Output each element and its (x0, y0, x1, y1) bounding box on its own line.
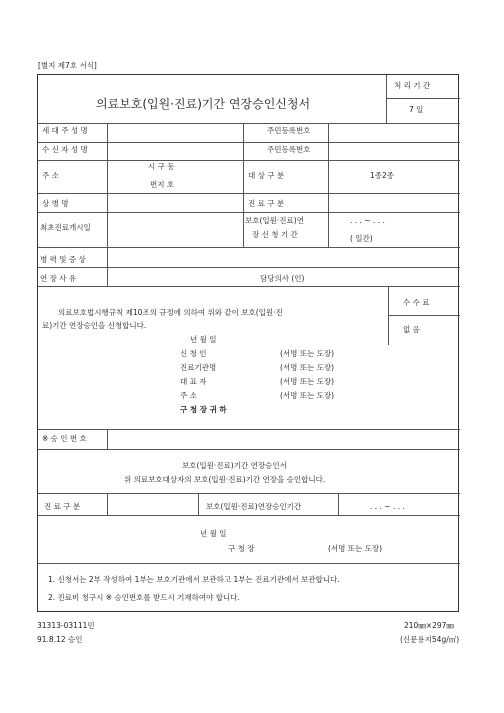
signer-sign: (서명 또는 도장) (280, 377, 335, 386)
first-date-label: 최초진료개시일 (40, 223, 91, 232)
processing-value: 7 일 (409, 105, 424, 114)
doctor-label: 담당의사 (인) (260, 274, 305, 283)
application-date: 년 월 일 (190, 335, 217, 344)
fee-value: 없 음 (403, 325, 420, 334)
addressee: 구 청 장 귀 하 (180, 405, 227, 414)
signer-role: 진료기관명 (180, 363, 217, 372)
address-label: 주 소 (42, 171, 59, 180)
history-label: 병 력 및 증 상 (40, 255, 86, 264)
fee-label: 수 수 료 (403, 298, 430, 307)
approval-no-label: ※ 승 인 번 호 (42, 434, 87, 443)
form-number: [별지 제7호 서식] (38, 61, 97, 70)
footer-code: 31313-03111민 (37, 621, 95, 630)
signer-role: 대 표 자 (180, 377, 207, 386)
period-label-line2: 장 신 청 기 간 (252, 230, 298, 239)
signer-sign: (서명 또는 도장) (280, 349, 335, 358)
head-id-label: 주민등록번호 (267, 126, 311, 135)
footer-size: 210㎜×297㎜ (404, 621, 454, 630)
signer-role: 주 소 (180, 391, 197, 400)
head-name-label: 세 대 주 성 명 (42, 126, 88, 135)
application-text-1: 의료보호법시행규칙 제10조의 규정에 의하여 위와 같이 보호(입원·진 (58, 308, 283, 317)
note-2: 2. 진료비 청구시 ※ 승인번호를 받드시 기재하여야 합니다. (48, 593, 240, 602)
target-type-value: 1종2종 (370, 171, 395, 180)
approval-treatment-label: 진 료 구 분 (44, 502, 81, 511)
approval-period-label: 보호(입원·진료)연장승인기간 (206, 502, 302, 511)
signer-sign: (서명 또는 도장) (280, 391, 335, 400)
form-title: 의료보호(입원·진료)기간 연장승인신청서 (96, 97, 311, 111)
reason-label: 연 장 사 유 (40, 274, 77, 283)
footer-paper: (신문용지54g/㎡) (400, 635, 460, 644)
approval-date: 년 월 일 (200, 529, 227, 538)
address-si-gu-dong: 시 구 동 (148, 162, 175, 171)
application-text-2: 료)기간 연장승인을 신청합니다. (42, 321, 147, 330)
recipient-name-label: 수 신 자 성 명 (42, 145, 88, 154)
footer-approved: 91.8.12 승인 (37, 635, 83, 644)
address-bunji-ho: 번지 호 (150, 180, 175, 189)
period-label-line1: 보호(입원·진료)연 (245, 216, 304, 225)
approval-sign: (서명 또는 도장) (328, 544, 383, 553)
processing-label: 처 리 기 간 (394, 81, 431, 90)
approval-official: 구 청 장 (228, 544, 255, 553)
approval-period-dates: . . . ~ . . . (370, 502, 405, 511)
recipient-id-label: 주민등록번호 (267, 145, 311, 154)
approval-statement: 위 의료보호대상자의 보호(입원·진료)기간 연장을 승인합니다. (124, 475, 326, 484)
period-days: ( 일간) (350, 234, 373, 243)
signer-role: 신 청 인 (180, 349, 207, 358)
application-form (37, 74, 459, 612)
note-1: 1. 신청서는 2부 작성하여 1부는 보호기관에서 보관하고 1부는 진료기관에서 보관합니다. (48, 575, 340, 584)
approval-title: 보호(입원·진료)기간 연장승인서 (182, 461, 287, 470)
disease-label: 상 병 명 (42, 199, 69, 208)
target-type-label: 대 상 구 분 (248, 171, 285, 180)
treatment-type-label: 진 료 구 분 (248, 199, 285, 208)
period-dates: . . . ~ . . . (350, 216, 385, 225)
signer-sign: (서명 또는 도장) (280, 363, 335, 372)
